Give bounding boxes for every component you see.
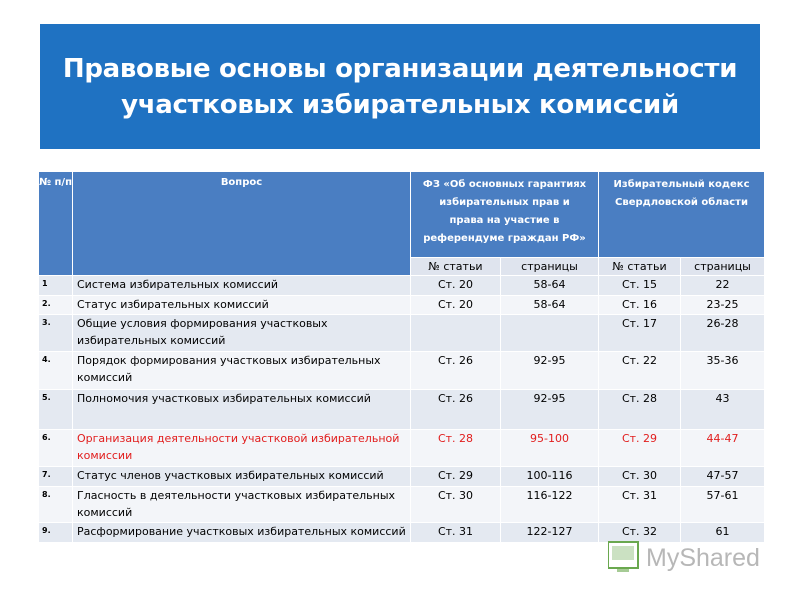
row-fz-article — [411, 315, 501, 352]
myshared-logo-text: MyShared — [646, 544, 760, 572]
row-fz-pages: 58-64 — [501, 296, 599, 315]
header-num: № п/п — [39, 172, 73, 276]
table-row — [39, 276, 765, 296]
table-row — [39, 487, 765, 523]
myshared-logo-graphic — [608, 536, 768, 576]
row-code-pages: 43 — [681, 390, 765, 430]
row-question: Порядок формирования участковых избирательных комиссий — [73, 352, 411, 390]
row-num: 4. — [39, 352, 73, 390]
row-fz-pages: 92-95 — [501, 390, 599, 430]
subheader-fz-article: № статьи — [411, 258, 501, 276]
slide-title-banner — [40, 24, 760, 149]
row-question: Гласность в деятельности участковых избирательных комиссий — [73, 487, 411, 523]
row-fz-pages: 100-116 — [501, 467, 599, 487]
subheader-code-pages: страницы — [681, 258, 765, 276]
row-code-article: Ст. 16 — [599, 296, 681, 315]
subheader-code-article: № статьи — [599, 258, 681, 276]
table-row — [39, 315, 765, 352]
row-fz-article: Ст. 28 — [411, 430, 501, 467]
row-question: Статус избирательных комиссий — [73, 296, 411, 315]
header-electoral-code: Избирательный кодекс Свердловской области — [599, 172, 765, 258]
row-code-article: Ст. 29 — [599, 430, 681, 467]
slide-title-line-2: участковых избирательных комиссий — [121, 89, 679, 120]
row-code-pages: 44-47 — [681, 430, 765, 467]
row-fz-pages: 122-127 — [501, 523, 599, 543]
row-num: 5. — [39, 390, 73, 430]
table-row — [39, 352, 765, 390]
row-question: Статус членов участковых избирательных комиссий — [73, 467, 411, 487]
row-code-pages: 26-28 — [681, 315, 765, 352]
row-num: 8. — [39, 487, 73, 523]
row-code-article: Ст. 32 — [599, 523, 681, 543]
row-question: Система избирательных комиссий — [73, 276, 411, 296]
row-num: 3. — [39, 315, 73, 352]
header-fz: ФЗ «Об основных гарантиях избирательных прав и права на участие в референдуме граждан РФ» — [411, 172, 599, 258]
row-fz-article: Ст. 29 — [411, 467, 501, 487]
row-question: Полномочия участковых избирательных комиссий — [73, 390, 411, 430]
row-fz-article: Ст. 20 — [411, 276, 501, 296]
row-num: 6. — [39, 430, 73, 467]
row-fz-pages — [501, 315, 599, 352]
row-question: Расформирование участковых избирательных комиссий — [73, 523, 411, 543]
row-fz-pages: 92-95 — [501, 352, 599, 390]
subheader-fz-pages: страницы — [501, 258, 599, 276]
myshared-logo — [608, 536, 768, 576]
row-num: 1 — [39, 276, 73, 296]
slide-title-line-1: Правовые основы организации деятельности — [62, 53, 738, 84]
row-question: Общие условия формирования участковых избирательных комиссий — [73, 315, 411, 352]
row-num: 9. — [39, 523, 73, 543]
row-fz-pages: 58-64 — [501, 276, 599, 296]
row-code-pages: 57-61 — [681, 487, 765, 523]
row-fz-article: Ст. 31 — [411, 523, 501, 543]
row-question: Организация деятельности участковой избирательной комиссии — [73, 430, 411, 467]
row-num: 2. — [39, 296, 73, 315]
table-row — [39, 467, 765, 487]
row-code-pages: 47-57 — [681, 467, 765, 487]
row-code-article: Ст. 30 — [599, 467, 681, 487]
row-code-pages: 61 — [681, 523, 765, 543]
row-code-article: Ст. 28 — [599, 390, 681, 430]
table-row — [39, 390, 765, 430]
row-fz-pages: 116-122 — [501, 487, 599, 523]
table-row — [39, 296, 765, 315]
row-fz-article: Ст. 26 — [411, 390, 501, 430]
row-code-pages: 35-36 — [681, 352, 765, 390]
row-code-article: Ст. 22 — [599, 352, 681, 390]
row-code-pages: 22 — [681, 276, 765, 296]
row-code-pages: 23-25 — [681, 296, 765, 315]
table-row-highlighted — [39, 430, 765, 467]
legal-basis-table — [38, 171, 765, 543]
row-fz-article: Ст. 26 — [411, 352, 501, 390]
row-code-article: Ст. 31 — [599, 487, 681, 523]
row-fz-article: Ст. 20 — [411, 296, 501, 315]
row-num: 7. — [39, 467, 73, 487]
row-code-article: Ст. 15 — [599, 276, 681, 296]
row-code-article: Ст. 17 — [599, 315, 681, 352]
header-question: Вопрос — [73, 172, 411, 276]
row-fz-pages: 95-100 — [501, 430, 599, 467]
row-fz-article: Ст. 30 — [411, 487, 501, 523]
